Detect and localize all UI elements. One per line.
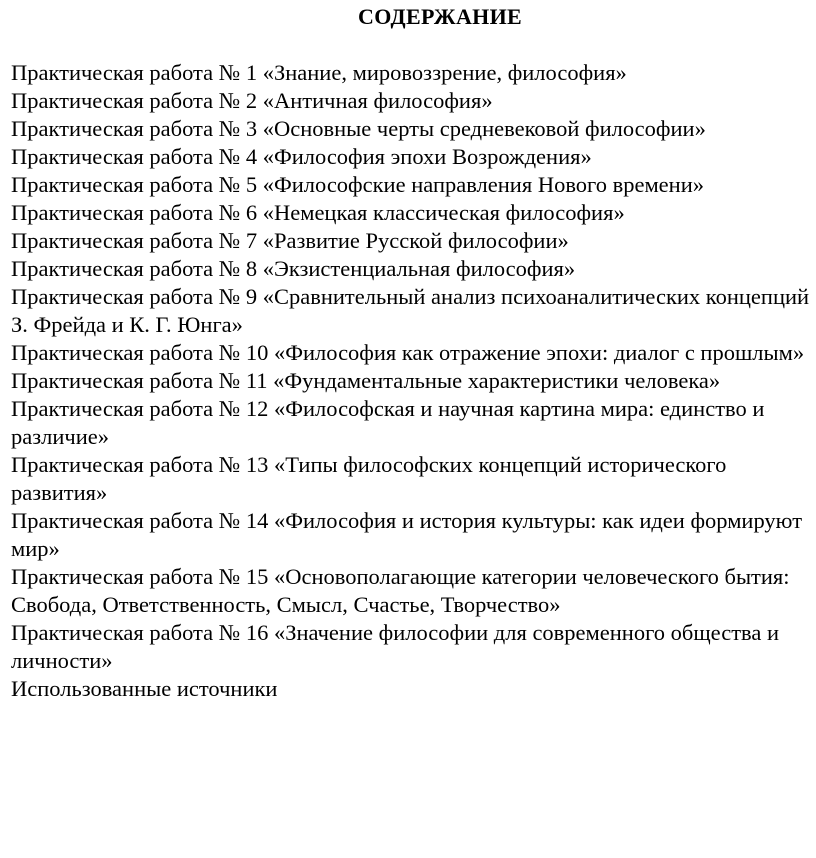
toc-entry-5: Практическая работа № 5 «Философские направления Нового времени» — [11, 172, 704, 197]
toc-entry-7: Практическая работа № 7 «Развитие Русской философии» — [11, 228, 569, 253]
table-of-contents — [11, 59, 811, 703]
toc-entry-6: Практическая работа № 6 «Немецкая классическая философия» — [11, 200, 625, 225]
toc-entry-2: Практическая работа № 2 «Античная философия» — [11, 88, 493, 113]
toc-entry-9: Практическая работа № 9 «Сравнительный анализ психоаналитических концепций З. Фрейда и К. Г. Юнга» — [11, 284, 810, 337]
toc-entry-15: Практическая работа № 15 «Основополагающие категории человеческого бытия: Свобода, Ответственность, Смысл, Счастье, Творчество» — [11, 564, 790, 617]
toc-entry-11: Практическая работа № 11 «Фундаментальные характеристики человека» — [11, 368, 721, 393]
toc-entry-14: Практическая работа № 14 «Философия и история культуры: как идеи формируют мир» — [11, 508, 803, 561]
page-title: СОДЕРЖАНИЕ — [358, 4, 522, 29]
toc-entry-16: Практическая работа № 16 «Значение философии для современного общества и личности» — [11, 620, 780, 673]
toc-entry-10: Практическая работа № 10 «Философия как отражение эпохи: диалог с прошлым» — [11, 340, 805, 365]
toc-entry-12: Практическая работа № 12 «Философская и научная картина мира: единство и различие» — [11, 396, 765, 449]
toc-entry-1: Практическая работа № 1 «Знание, мировоззрение, философия» — [11, 60, 627, 85]
toc-entry-8: Практическая работа № 8 «Экзистенциальная философия» — [11, 256, 576, 281]
toc-entry-sources: Использованные источники — [11, 676, 278, 701]
toc-entry-4: Практическая работа № 4 «Философия эпохи Возрождения» — [11, 144, 592, 169]
toc-entry-3: Практическая работа № 3 «Основные черты средневековой философии» — [11, 116, 706, 141]
toc-entry-13: Практическая работа № 13 «Типы философских концепций исторического развития» — [11, 452, 727, 505]
